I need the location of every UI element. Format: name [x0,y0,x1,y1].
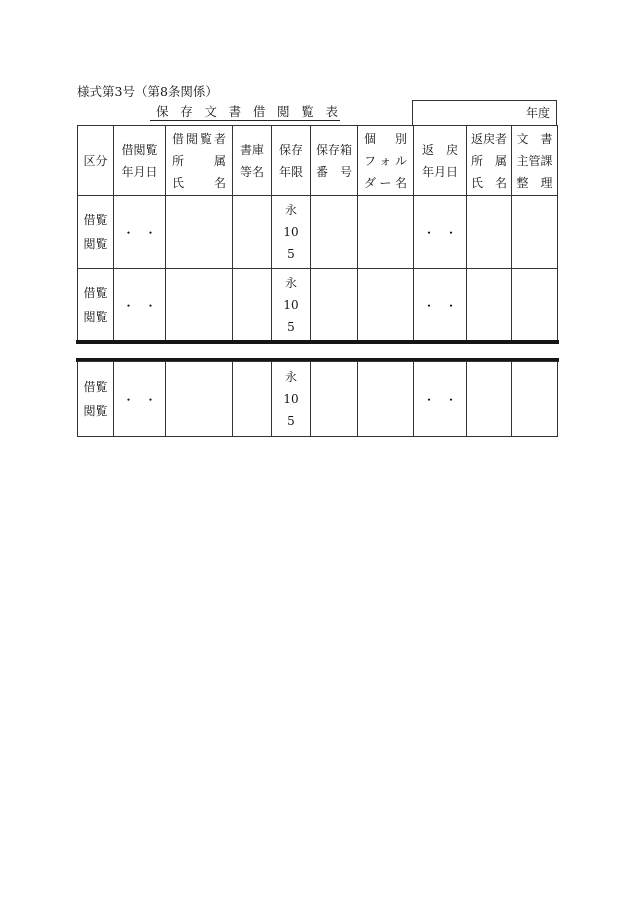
header-folder-name-line: フォル [364,153,411,168]
cell-folder-name [358,196,414,269]
cell-borrow-date [114,362,166,437]
header-returner-line: 返戻者 [471,131,508,146]
header-category-label: 区分 [83,153,108,168]
borrow-date-placeholder: ・・ [122,225,167,240]
header-folder-name [358,126,426,196]
header-borrow-date-line: 年月日 [121,164,158,179]
fiscal-year-label: 年度 [525,106,550,120]
cell-retention [272,269,311,342]
type-option-view: 閲覧 [83,310,108,324]
header-returner [467,126,519,196]
header-folder-name-line: 個別 [364,131,426,146]
retention-option-permanent: 永 [284,370,297,384]
cell-box-number [311,196,358,269]
type-option-borrow: 借覧 [83,213,108,227]
retention-option-permanent: 永 [284,203,297,217]
cell-type [78,269,114,342]
retention-option-permanent: 永 [284,276,297,290]
header-storage-line: 等名 [240,164,265,179]
retention-option-5: 5 [287,414,295,428]
cell-section [512,362,558,437]
retention-option-5: 5 [287,320,295,334]
cell-borrow-date [114,269,166,342]
return-date-placeholder: ・・ [423,225,467,240]
cell-folder-name [358,362,414,437]
table-row [78,196,558,269]
header-row [78,126,558,196]
header-category [78,126,114,196]
header-returner-line: 氏名 [471,175,519,190]
borrow-date-placeholder: ・・ [122,298,167,313]
header-retention-line: 保存 [279,142,304,157]
table-break-line [76,340,559,344]
cell-storage [233,196,272,269]
cell-return-date [414,269,467,342]
table-row [78,362,558,437]
retention-option-10: 10 [283,298,299,312]
cell-returner [467,269,512,342]
title-underline [150,120,340,121]
header-retention-line: 年限 [279,164,304,179]
header-borrow-date-line: 借閲覧 [121,142,158,157]
cell-return-date [414,362,467,437]
header-borrower-line: 借閲覧者 [172,131,228,146]
header-section-line: 整理 [516,175,565,190]
header-return-date-line: 返戻 [422,142,470,157]
records-table [77,125,565,342]
cell-section [512,196,558,269]
cell-storage [233,362,272,437]
return-date-placeholder: ・・ [423,392,467,407]
header-box-number [311,126,364,196]
form-title: 保存文書借閲覧表 [156,104,350,119]
header-borrower-line: 所属 [172,153,256,168]
type-option-view: 閲覧 [83,404,108,418]
header-section [512,126,565,196]
cell-storage [233,269,272,342]
cell-retention [272,362,311,437]
return-date-placeholder: ・・ [423,298,467,313]
cell-returner [467,362,512,437]
cell-return-date [414,196,467,269]
retention-option-5: 5 [287,247,295,261]
header-storage-line: 書庫 [240,142,265,157]
retention-option-10: 10 [283,225,299,239]
header-box-number-line: 保存箱 [316,142,353,157]
cell-type [78,196,114,269]
cell-borrower [166,196,233,269]
form-number-label: 様式第3号（第8条関係） [77,84,218,99]
cell-folder-name [358,269,414,342]
type-option-borrow: 借覧 [83,380,108,394]
cell-borrow-date [114,196,166,269]
header-folder-name-line: ダー名 [364,175,411,190]
header-return-date-line: 年月日 [422,164,459,179]
table-row [78,269,558,342]
cell-retention [272,196,311,269]
borrow-date-placeholder: ・・ [122,392,167,407]
header-returner-line: 所属 [471,153,519,168]
retention-option-10: 10 [283,392,299,406]
type-option-view: 閲覧 [83,237,108,251]
header-borrower-line: 氏名 [172,175,256,190]
header-section-line: 文書 [516,131,565,146]
header-borrow-date [114,126,166,196]
cell-section [512,269,558,342]
header-box-number-line: 番号 [316,164,364,179]
cell-type [78,362,114,437]
cell-borrower [166,269,233,342]
header-section-line: 主管課 [516,153,553,168]
cell-returner [467,196,512,269]
cell-borrower [166,362,233,437]
fiscal-year-box [412,100,557,125]
records-table-continued [77,361,558,437]
type-option-borrow: 借覧 [83,286,108,300]
cell-box-number [311,362,358,437]
cell-box-number [311,269,358,342]
header-retention [272,126,311,196]
